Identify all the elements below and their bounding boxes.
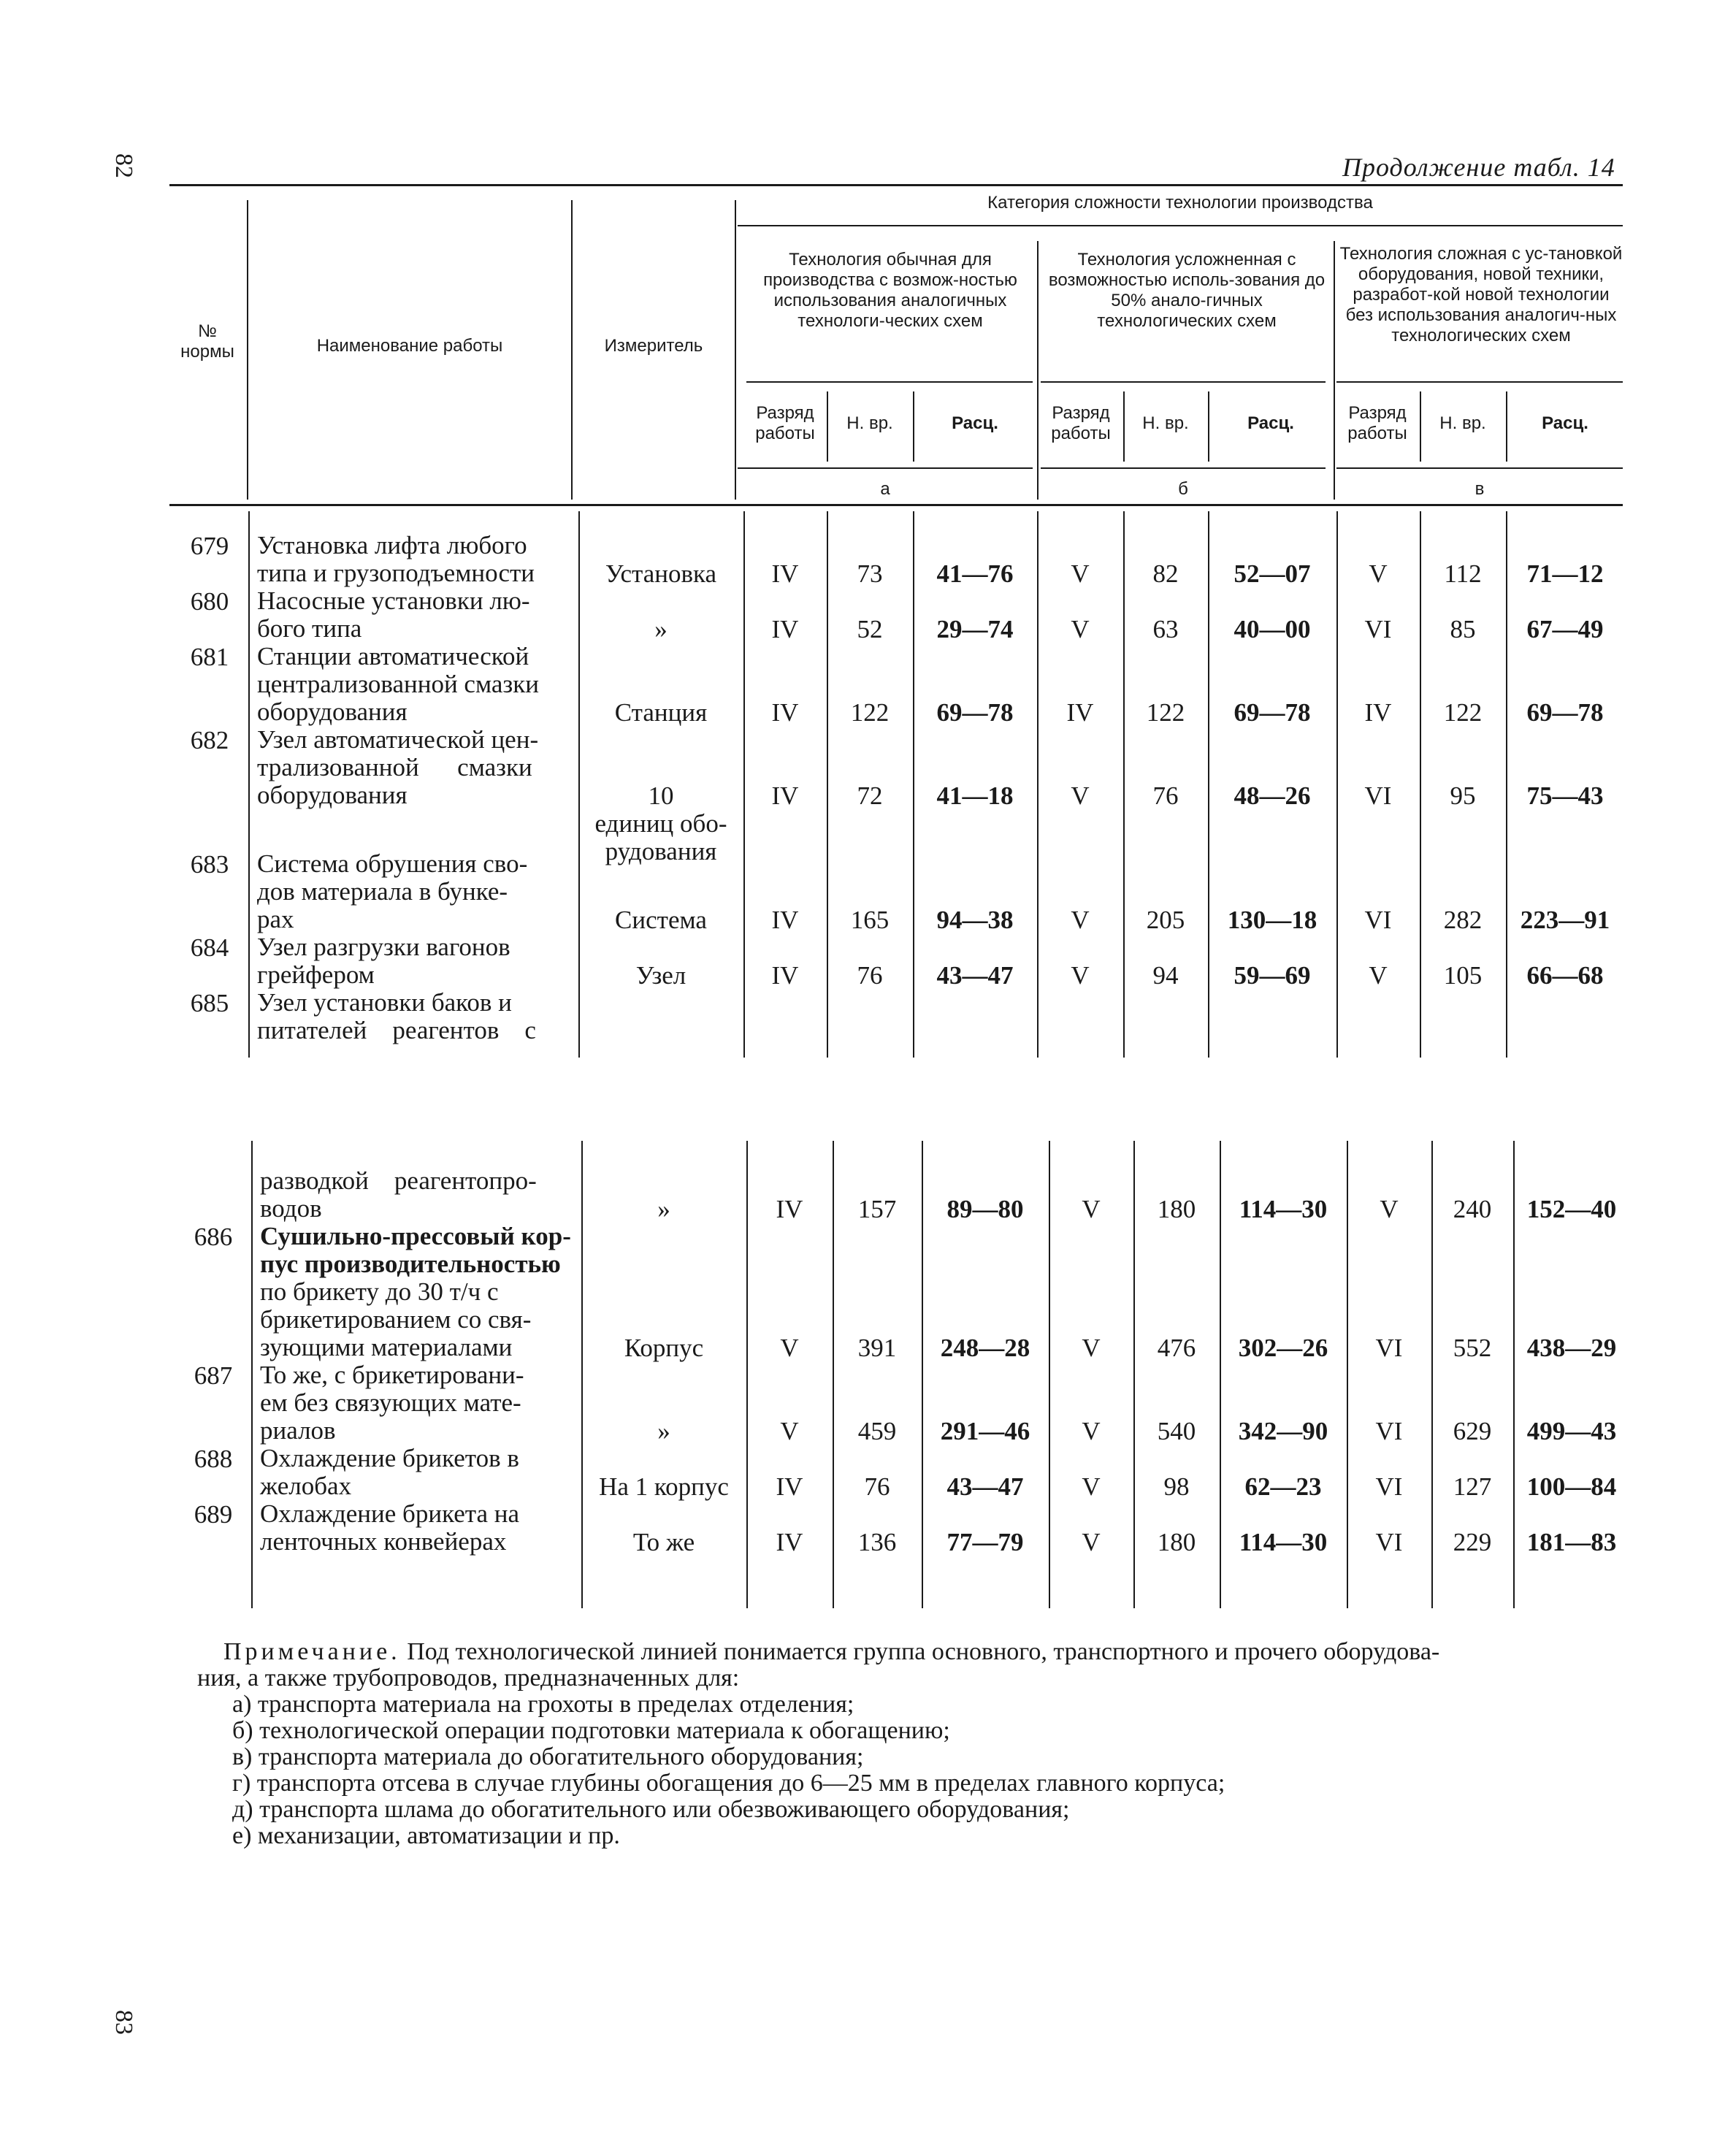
unit: »	[657, 1195, 670, 1223]
grade-b: V	[1071, 781, 1090, 810]
rate-b: 59—69	[1233, 961, 1311, 990]
work-name-line: питателей реагентов с	[257, 1016, 536, 1044]
work-name-line: типа и грузоподъемности	[257, 559, 535, 587]
page-number-top: 82	[110, 153, 137, 178]
grade-b: V	[1071, 961, 1090, 990]
rate-b: 69—78	[1233, 698, 1311, 727]
grade-b: V	[1082, 1195, 1101, 1223]
grade-a: IV	[771, 698, 799, 727]
page-number-bottom: 83	[110, 2010, 137, 2035]
norm-time-c: 105	[1443, 961, 1483, 990]
norm-number: 684	[190, 933, 229, 962]
rate-a: 41—76	[936, 559, 1014, 588]
grade-b: V	[1082, 1528, 1101, 1556]
rate-b: 302—26	[1238, 1334, 1328, 1362]
work-name-line: зующими материалами	[260, 1333, 513, 1361]
note-label: Примечание.	[223, 1638, 401, 1665]
header-group-c: Технология сложная с ус-тановкой оборудования, новой техники, разработ-кой новой технологии без использования аналогич-ных технологических схем	[1339, 244, 1623, 345]
rate-a: 291—46	[940, 1417, 1030, 1445]
rate-a: 43—47	[946, 1472, 1024, 1501]
grade-a: V	[780, 1417, 799, 1445]
norm-time-c: 112	[1444, 559, 1482, 588]
header-grade-c: Разряд работы	[1347, 403, 1407, 443]
norm-time-b: 540	[1157, 1417, 1196, 1445]
rate-a: 43—47	[936, 961, 1014, 990]
norm-number: 680	[190, 587, 229, 616]
norm-time-b: 476	[1157, 1334, 1196, 1362]
norm-time-b: 122	[1146, 698, 1185, 727]
note-line-1: Под технологической линией понимается группа основного, транспортного и прочего оборудова-	[407, 1638, 1440, 1665]
rate-c: 71—12	[1526, 559, 1604, 588]
grade-c: V	[1380, 1195, 1399, 1223]
grade-a: IV	[771, 559, 799, 588]
work-name-line: рах	[257, 905, 294, 933]
rate-b: 48—26	[1233, 781, 1311, 810]
grade-c: IV	[1364, 698, 1392, 727]
unit: Узел	[635, 961, 686, 990]
unit: Система	[615, 906, 707, 934]
unit: Станция	[614, 698, 708, 727]
norm-time-b: 63	[1152, 615, 1179, 643]
work-name-line: Охлаждение брикетов в	[260, 1444, 519, 1472]
work-name-line: оборудования	[257, 781, 408, 809]
grade-c: VI	[1375, 1417, 1403, 1445]
note-line-2: ния, а также трубопроводов, предназначенных для:	[197, 1664, 740, 1691]
norm-number: 685	[190, 989, 229, 1017]
norm-time-a: 136	[857, 1528, 897, 1556]
norm-time-b: 180	[1157, 1528, 1196, 1556]
norm-number: 681	[190, 643, 229, 671]
header-time-c: Н. вр.	[1439, 413, 1486, 433]
grade-c: VI	[1364, 615, 1392, 643]
header-rate-c: Расц.	[1542, 413, 1588, 433]
norm-time-a: 76	[857, 961, 883, 990]
header-time-a: Н. вр.	[846, 413, 893, 433]
work-name-line: пус производительностью	[260, 1250, 561, 1278]
work-name-line: Узел установки баков и	[257, 988, 512, 1017]
grade-a: IV	[776, 1195, 803, 1223]
unit: То же	[632, 1528, 695, 1556]
grade-a: IV	[776, 1472, 803, 1501]
rate-c: 69—78	[1526, 698, 1604, 727]
norm-time-b: 94	[1152, 961, 1179, 990]
norm-time-a: 459	[857, 1417, 897, 1445]
header-category: Категория сложности технологии производства	[987, 193, 1373, 213]
norm-time-a: 73	[857, 559, 883, 588]
note-item-e: д) транспорта шлама до обогатительного или обезвоживающего оборудования;	[232, 1796, 1070, 1823]
work-name-line: оборудования	[257, 697, 408, 726]
norm-number: 682	[190, 726, 229, 754]
norm-time-c: 122	[1443, 698, 1483, 727]
grade-a: IV	[776, 1528, 803, 1556]
norm-time-c: 95	[1450, 781, 1476, 810]
norm-time-b: 98	[1163, 1472, 1190, 1501]
header-unit: Измеритель	[604, 336, 703, 356]
header-group-a: Технология обычная для производства с возмож-ностью использования аналогичных технологи-ческих схем	[763, 250, 1017, 331]
grade-c: VI	[1364, 906, 1392, 934]
norm-time-a: 122	[850, 698, 890, 727]
rate-b: 40—00	[1233, 615, 1311, 643]
unit-line: 10	[648, 781, 674, 810]
continuation-title: Продолжение табл. 14	[1342, 153, 1615, 182]
norm-time-c: 552	[1453, 1334, 1492, 1362]
work-name-line: брикетированием со свя-	[260, 1305, 532, 1334]
unit: »	[657, 1417, 670, 1445]
norm-time-c: 127	[1453, 1472, 1492, 1501]
norm-time-a: 72	[857, 781, 883, 810]
rate-c: 75—43	[1526, 781, 1604, 810]
norm-number: 689	[194, 1500, 233, 1529]
rate-b: 342—90	[1238, 1417, 1328, 1445]
norm-time-b: 82	[1152, 559, 1179, 588]
grade-b: V	[1082, 1334, 1101, 1362]
grade-b: V	[1071, 906, 1090, 934]
grade-c: VI	[1375, 1334, 1403, 1362]
work-name-line: Узел разгрузки вагонов	[257, 933, 510, 961]
grade-c: VI	[1375, 1472, 1403, 1501]
norm-time-a: 76	[864, 1472, 890, 1501]
norm-time-c: 282	[1443, 906, 1483, 934]
grade-c: VI	[1364, 781, 1392, 810]
norm-time-b: 76	[1152, 781, 1179, 810]
norm-time-c: 229	[1453, 1528, 1492, 1556]
unit: На 1 корпус	[599, 1472, 729, 1501]
header-letter-a: а	[880, 479, 890, 499]
rate-c: 100—84	[1526, 1472, 1617, 1501]
norm-time-a: 165	[850, 906, 890, 934]
header-letter-c: в	[1475, 479, 1485, 499]
note-item-c: в) транспорта материала до обогатительного оборудования;	[232, 1743, 864, 1770]
grade-a: IV	[771, 906, 799, 934]
note-item-d: г) транспорта отсева в случае глубины обогащения до 6—25 мм в пределах главного корпуса;	[232, 1770, 1225, 1797]
norm-time-a: 391	[857, 1334, 897, 1362]
note-item-f: е) механизации, автоматизации и пр.	[232, 1822, 620, 1849]
unit: Установка	[605, 559, 717, 588]
rate-c: 438—29	[1526, 1334, 1617, 1362]
work-name-line: ленточных конвейерах	[260, 1527, 507, 1556]
work-name-line: дов материала в бунке-	[257, 877, 508, 906]
rate-c: 67—49	[1526, 615, 1604, 643]
grade-c: VI	[1375, 1528, 1403, 1556]
rate-b: 130—18	[1227, 906, 1317, 934]
rate-c: 223—91	[1520, 906, 1610, 934]
work-name-line: Насосные установки лю-	[257, 586, 530, 615]
rate-a: 41—18	[936, 781, 1014, 810]
norm-time-c: 85	[1450, 615, 1476, 643]
header-norm-no: № нормы	[180, 321, 234, 362]
grade-a: IV	[771, 781, 799, 810]
norm-time-b: 180	[1157, 1195, 1196, 1223]
grade-a: V	[780, 1334, 799, 1362]
header-grade-a: Разряд работы	[755, 403, 815, 443]
rate-b: 62—23	[1244, 1472, 1322, 1501]
rate-a: 94—38	[936, 906, 1014, 934]
unit-line: рудования	[605, 837, 717, 865]
grade-b: V	[1071, 559, 1090, 588]
grade-b: V	[1082, 1417, 1101, 1445]
work-name-line: разводкой реагентопро-	[260, 1166, 537, 1195]
work-name-line: Сушильно-прессовый кор-	[260, 1222, 571, 1250]
rate-a: 89—80	[946, 1195, 1024, 1223]
header-work-name: Наименование работы	[316, 336, 503, 356]
work-name-line: риалов	[260, 1416, 336, 1445]
work-name-line: бого типа	[257, 614, 362, 643]
norm-time-a: 157	[857, 1195, 897, 1223]
work-name-line: Станции автоматической	[257, 642, 529, 670]
norm-time-c: 240	[1453, 1195, 1492, 1223]
header-grade-b: Разряд работы	[1051, 403, 1111, 443]
header-rate-a: Расц.	[952, 413, 998, 433]
rate-a: 29—74	[936, 615, 1014, 643]
work-name-line: грейфером	[257, 960, 375, 989]
unit: Корпус	[624, 1334, 704, 1362]
norm-number: 688	[194, 1445, 233, 1473]
grade-a: IV	[771, 961, 799, 990]
work-name-line: То же, с брикетировани-	[260, 1361, 524, 1389]
norm-time-a: 52	[857, 615, 883, 643]
rate-b: 114—30	[1239, 1528, 1328, 1556]
header-letter-b: б	[1178, 479, 1188, 499]
grade-b: IV	[1066, 698, 1094, 727]
rate-a: 77—79	[946, 1528, 1024, 1556]
header-rate-b: Расц.	[1247, 413, 1294, 433]
grade-b: V	[1082, 1472, 1101, 1501]
grade-a: IV	[771, 615, 799, 643]
work-name-line: трализованной смазки	[257, 753, 532, 781]
rate-c: 66—68	[1526, 961, 1604, 990]
work-name-line: Узел автоматической цен-	[257, 725, 539, 754]
grade-c: V	[1369, 961, 1388, 990]
unit-line: единиц обо-	[594, 809, 727, 838]
norm-number: 686	[194, 1223, 233, 1251]
grade-b: V	[1071, 615, 1090, 643]
work-name-line: желобах	[260, 1472, 352, 1500]
work-name-line: водов	[260, 1194, 322, 1223]
note-item-a: а) транспорта материала на грохоты в пределах отделения;	[232, 1691, 854, 1718]
rate-b: 52—07	[1233, 559, 1311, 588]
work-name-line: Охлаждение брикета на	[260, 1499, 520, 1528]
rate-c: 181—83	[1526, 1528, 1617, 1556]
header-time-b: Н. вр.	[1142, 413, 1189, 433]
norm-number: 683	[190, 850, 229, 879]
rate-a: 248—28	[940, 1334, 1030, 1362]
work-name-line: ем без связующих мате-	[260, 1388, 521, 1417]
note-item-b: б) технологической операции подготовки материала к обогащению;	[232, 1717, 950, 1744]
header-group-b: Технология усложненная с возможностью исполь-зования до 50% анало-гичных технологических схем	[1048, 250, 1326, 331]
work-name-line: по брикету до 30 т/ч с	[260, 1277, 499, 1306]
work-name-line: централизованной смазки	[257, 670, 539, 698]
norm-time-c: 629	[1453, 1417, 1492, 1445]
norm-number: 679	[190, 532, 229, 560]
rate-c: 499—43	[1526, 1417, 1617, 1445]
rate-b: 114—30	[1239, 1195, 1328, 1223]
work-name-line: Система обрушения сво-	[257, 849, 528, 878]
norm-time-b: 205	[1146, 906, 1185, 934]
grade-c: V	[1369, 559, 1388, 588]
rate-c: 152—40	[1526, 1195, 1617, 1223]
unit: »	[654, 615, 668, 643]
rate-a: 69—78	[936, 698, 1014, 727]
work-name-line: Установка лифта любого	[257, 531, 527, 559]
norm-number: 687	[194, 1361, 233, 1390]
